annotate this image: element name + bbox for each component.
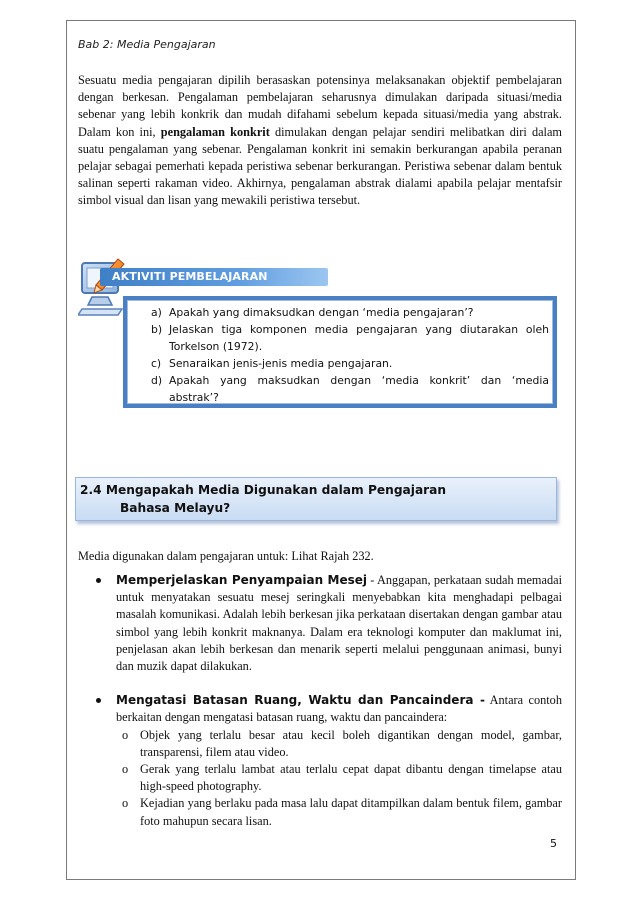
question-text: Senaraikan jenis-jenis media pengajaran. — [169, 357, 393, 370]
bullet-term: Memperjelaskan Penyampaian Mesej — [116, 573, 368, 587]
page-number: 5 — [550, 837, 557, 850]
section-heading-line2: Bahasa Melayu? — [120, 501, 231, 515]
question-marker: b) — [151, 323, 163, 336]
activity-section — [78, 255, 568, 415]
sub-item — [116, 795, 562, 829]
activity-question — [151, 355, 549, 372]
question-text: Jelaskan tiga komponen media pengajaran yang diutarakan oleh Torkelson (1972). — [169, 323, 549, 353]
bullet-text: Antara contoh berkaitan dengan mengatasi batasan ruang, waktu dan pancaindera: — [116, 693, 562, 725]
activity-question — [151, 372, 549, 406]
activity-question — [151, 321, 549, 355]
bullet-list — [78, 572, 562, 830]
sub-item — [116, 761, 562, 795]
bullet-text: - Anggapan, perkataan sudah memadai untuk menyatakan sesuatu mesej seringkali menyebabkan kita menghadapi pelbagai masalah komunikasi. Adalah lebih berkesan jika perkataan disertakan dengan gambar atau simbol yang lebih konkrit maknanya. Dalam era teknologi komputer dan maklumat ini, penjelasan akan lebih berkesan dan menarik seperti melalui penggunaan animasi, bunyi dan muzik dapat dilakukan. — [116, 573, 562, 674]
question-text: Apakah yang maksudkan dengan ‘media konkrit’ dan ‘media abstrak’? — [169, 374, 549, 404]
sub-text: Gerak yang terlalu lambat atau terlalu cepat dapat dibantu dengan timelapse atau high-speed photography. — [140, 762, 562, 794]
question-marker: a) — [151, 306, 162, 319]
bullet-item — [78, 572, 562, 675]
activity-title: AKTIVITI PEMBELAJARAN — [112, 270, 268, 283]
bullet-icon — [96, 698, 101, 703]
intro-text-part1: Sesuatu media pengajaran dipilih berasaskan potensinya melaksanakan objektif pembelajaran dengan berkesan. Pengalaman pembelajaran seharusnya dimulakan daripada situasi/media sebenar yang lebih konkrik dan mudah difahami sebelum kepada situasi/media yang abstrak. Dalam kon ini, — [78, 73, 562, 139]
section-lead: Media digunakan dalam pengajaran untuk: Lihat Rajah 232. — [78, 549, 374, 563]
question-marker: d) — [151, 374, 163, 387]
intro-bold-term: pengalaman konkrit — [160, 124, 270, 139]
sub-marker: o — [122, 796, 129, 811]
sub-item — [116, 727, 562, 761]
sub-marker: o — [122, 727, 129, 742]
activity-question — [151, 304, 549, 321]
section-heading-line1: 2.4 Mengapakah Media Digunakan dalam Pengajaran — [80, 483, 447, 497]
sub-text: Kejadian yang berlaku pada masa lalu dapat ditampilkan dalam bentuk filem, gambar foto mahupun secara lisan. — [140, 796, 562, 828]
intro-text-part2: dimulakan dengan pelajar sendiri melibatkan diri dalam suatu pengalaman yang sebenar. Pengalaman konkrit ini semakin berkurangan apabila peranan pelajar sebagai pemerhati kepada peristiwa sebenar berkurangan. Peristiwa sebenar dalam bentuk salinan seperti rakaman video. Akhirnya, pengalaman abstrak dialami apabila pelajar mentafsir simbol visual dan lisan yang mewakili peristiwa tersebut. — [78, 124, 562, 208]
bullet-item — [78, 692, 562, 830]
sub-text: Objek yang terlalu besar atau kecil boleh digantikan dengan model, gambar, transparensi, filem atau video. — [140, 727, 562, 759]
bullet-term: Mengatasi Batasan Ruang, Waktu dan Pancaindera - — [116, 693, 485, 708]
section-heading — [80, 481, 480, 517]
question-text: Apakah yang dimaksudkan dengan ‘media pengajaran’? — [169, 306, 474, 319]
question-marker: c) — [151, 357, 162, 370]
sub-list — [116, 727, 562, 830]
intro-paragraph — [78, 72, 562, 210]
bullet-icon — [96, 578, 101, 583]
running-header: Bab 2: Media Pengajaran — [78, 38, 216, 51]
activity-question-list — [151, 304, 549, 406]
sub-marker: o — [122, 762, 129, 777]
